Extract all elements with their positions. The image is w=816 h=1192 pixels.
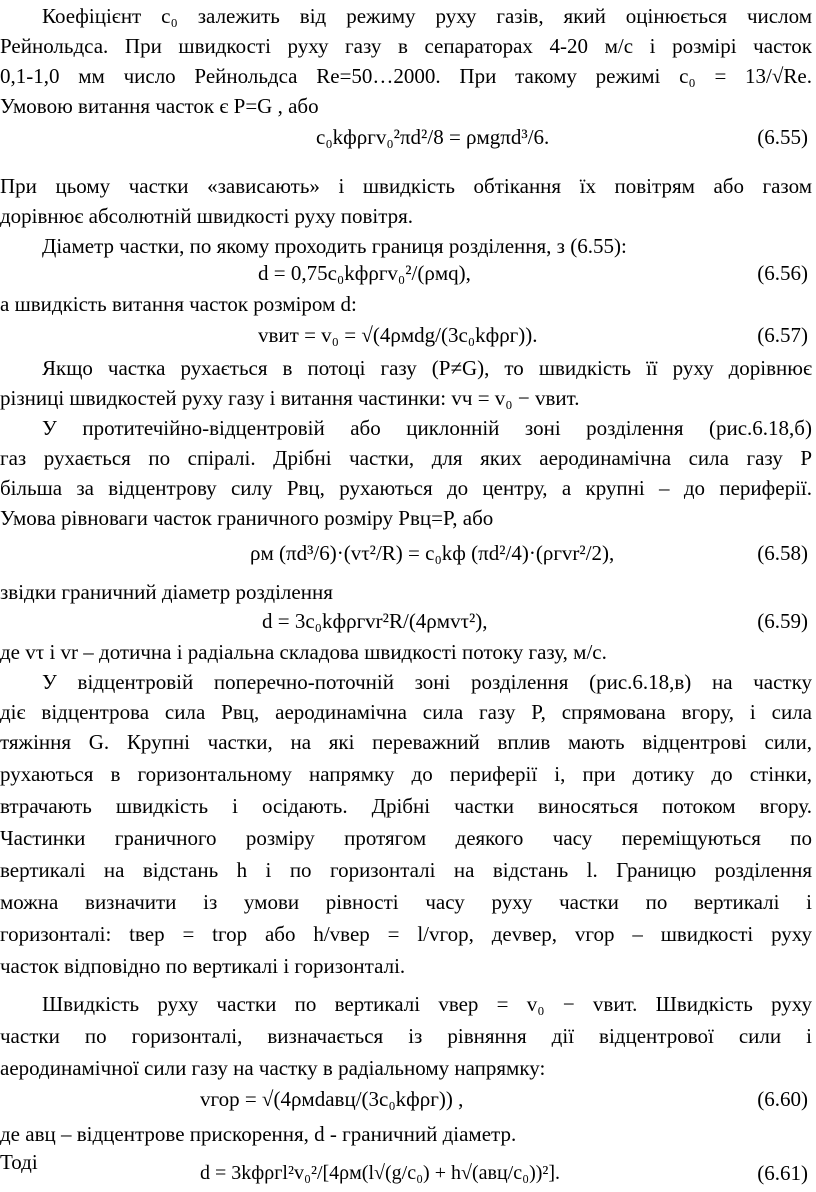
paragraph-line: горизонталі: tвер = tгор або h/vвер = l/vгор, деvвер, vгор – швидкості руху bbox=[0, 922, 812, 946]
paragraph-line: При цьому частки «зависають» і швидкість обтікання їх повітрям або газом bbox=[0, 174, 812, 198]
paragraph-line: діє відцентрова сила Pвц, аеродинамічна сила газу P, спрямована вгору, і сила bbox=[0, 700, 812, 724]
paragraph-line: звідки граничний діаметр розділення bbox=[0, 580, 333, 604]
equation-6-59: d = 3c₀kфρгvr²R/(4ρмvτ²), bbox=[262, 609, 488, 633]
equation-6-57: vвит = v₀ = √(4ρмdg/(3c₀kфρг)). bbox=[258, 323, 538, 347]
paragraph-line: вертикалі на відстань h і по горизонталі на відстань l. Границю розділення bbox=[0, 858, 812, 882]
paragraph-line: Діаметр частки, по якому проходить границя розділення, з (6.55): bbox=[42, 234, 627, 258]
paragraph-line: Тоді bbox=[0, 1150, 38, 1174]
paragraph-line: де aвц – відцентрове прискорення, d - граничний діаметр. bbox=[0, 1122, 517, 1146]
paragraph-line: Рейнольдса. При швидкості руху газу в сепараторах 4-20 м/с і розмірі часток bbox=[0, 34, 812, 58]
paragraph-line: а швидкість витання часток розміром d: bbox=[0, 292, 357, 316]
paragraph-line: 0,1-1,0 мм число Рейнольдса Re=50…2000. При такому режимі c₀ = 13/√Re. bbox=[0, 64, 812, 88]
equation-number: (6.55) bbox=[757, 125, 808, 149]
paragraph-line: рухаються в горизонтальному напрямку до периферії і, при дотику до стінки, bbox=[0, 762, 812, 786]
equation-number: (6.57) bbox=[757, 323, 808, 347]
equation-number: (6.59) bbox=[757, 609, 808, 633]
paragraph-line: де vτ і vr – дотична і радіальна складова швидкості потоку газу, м/с. bbox=[0, 640, 607, 664]
equation-number: (6.58) bbox=[757, 541, 808, 565]
paragraph-line: тяжіння G. Крупні частки, на які переважний вплив мають відцентрові сили, bbox=[0, 730, 812, 754]
paragraph-line: аеродинамічної сили газу на частку в радіальному напрямку: bbox=[0, 1056, 546, 1080]
paragraph-line: Коефіцієнт c₀ залежить від режиму руху газів, який оцінюється числом bbox=[42, 4, 812, 28]
equation-number: (6.61) bbox=[757, 1161, 808, 1185]
paragraph-line: Частинки граничного розміру протягом деякого часу переміщуються по bbox=[0, 826, 812, 850]
paragraph-line: Швидкість руху частки по вертикалі vвер = v₀ − vвит. Швидкість руху bbox=[42, 992, 812, 1016]
paragraph-line: Умова рівноваги часток граничного розміру Pвц=P, або bbox=[0, 506, 494, 530]
paragraph-line: Якщо частка рухається в потоці газу (P≠G), то швидкість її руху дорівнює bbox=[42, 356, 812, 380]
paragraph-line: різниці швидкостей руху газу і витання частинки: vч = v₀ − vвит. bbox=[0, 386, 580, 410]
equation-number: (6.56) bbox=[757, 261, 808, 285]
paragraph-line: більша за відцентрову силу Pвц, рухаються до центру, а крупні – до периферії. bbox=[0, 476, 812, 500]
equation-6-60: vгор = √(4ρмdaвц/(3c₀kфρг)) , bbox=[200, 1087, 464, 1111]
paragraph-line: Умовою витання часток є P=G , або bbox=[0, 94, 319, 118]
paragraph-line: У відцентровій поперечно-поточній зоні розділення (рис.6.18,в) на частку bbox=[42, 670, 812, 694]
equation-6-55: c₀kфρгv₀²πd²/8 = ρмgπd³/6. bbox=[316, 125, 550, 149]
equation-6-56: d = 0,75c₀kфρгv₀²/(ρмq), bbox=[258, 261, 471, 285]
paragraph-line: втрачають швидкість і осідають. Дрібні частки виносяться потоком вгору. bbox=[0, 794, 812, 818]
paragraph-line: можна визначити із умови рівності часу руху частки по вертикалі і bbox=[0, 890, 812, 914]
equation-6-61: d = 3kфρгl²v₀²/[4ρм(l√(g/c₀) + h√(aвц/c₀))²]. bbox=[200, 1162, 561, 1184]
equation-6-58: ρм (πd³/6)·(vτ²/R) = c₀kф (πd²/4)·(ρгvr²/2), bbox=[250, 541, 615, 565]
equation-number: (6.60) bbox=[757, 1087, 808, 1111]
paragraph-line: частки по горизонталі, визначається із рівняння дії відцентрової сили і bbox=[0, 1024, 812, 1048]
paragraph-line: У протитечійно-відцентровій або циклонній зоні розділення (рис.6.18,б) bbox=[42, 416, 812, 440]
paragraph-line: газ рухається по спіралі. Дрібні частки, для яких аеродинамічна сила газу P bbox=[0, 446, 812, 470]
paragraph-line: часток відповідно по вертикалі і горизонталі. bbox=[0, 954, 406, 978]
paragraph-line: дорівнює абсолютній швидкості руху повітря. bbox=[0, 204, 414, 228]
